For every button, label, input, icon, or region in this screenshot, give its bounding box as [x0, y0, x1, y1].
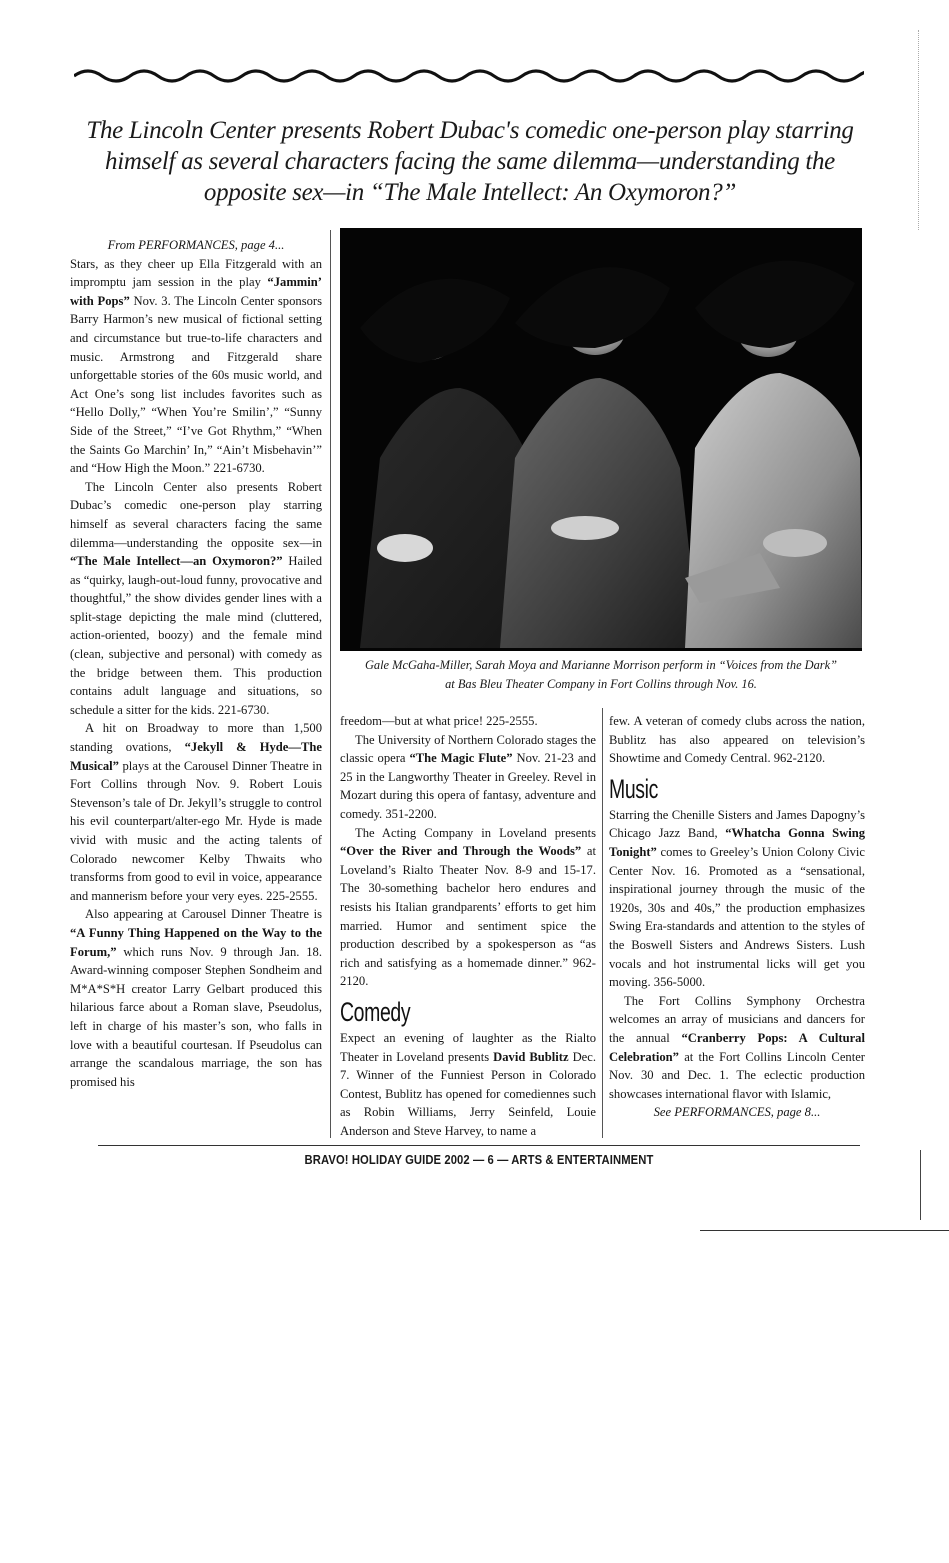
text-run: Nov. 21-23 and 25 in the Langworthy Theater in Greeley. Revel in Mozart during this opera of fantasy, adventure and comedy. 351-2200. — [340, 751, 596, 821]
article-column-2 — [340, 712, 596, 1140]
text-run: comes to Greeley’s Union Colony Civic Center Nov. 16. Promoted as a “sensational, inspirational journey through the music of the 1920s, 30s and 40s,” the production emphasizes Swing Era-standards and attention to the styles of the Boswell Sisters and Andrews Sisters. Lush vocals and hot instrumental licks will get you moving. 356-5000. — [609, 844, 865, 990]
scan-edge-mark — [920, 1150, 921, 1220]
paragraph — [340, 1029, 596, 1141]
performance-photo — [340, 228, 862, 651]
column-rule — [602, 708, 603, 1138]
page-footer: BRAVO! HOLIDAY GUIDE 2002 — 6 — ARTS & ENTERTAINMENT — [304, 1153, 654, 1167]
paragraph — [70, 478, 322, 720]
scan-edge-line — [700, 1230, 949, 1231]
paragraph — [609, 806, 865, 992]
paragraph — [340, 824, 596, 991]
show-title: “Jekyll & Hyde—The Musical” — [70, 740, 322, 773]
photo-caption — [340, 656, 862, 694]
article-column-1 — [70, 236, 322, 1091]
text-run: Dec. 7. Winner of the Funniest Person in Colorado Contest, Bublitz has opened for comediennes such as Robin Williams, Jerry Seinfeld, Louie Anderson and Steve Harvey, to name a — [340, 1049, 597, 1138]
text-run: Nov. 3. The Lincoln Center sponsors Barry Harmon’s new musical of fictional setting and circumstance but true-to-life characters and music. Armstrong and Fitzgerald share unforgettable stories of the 60s music world, and Act One’s song list includes favorites such as “Hello Dolly,” “When You’re Smilin’,” “Sunny Side of the Street,” “I’ve Got Rhythm,” “When the Saints Go Marchin’ In,” “Ain’t Misbehavin’” and “How High the Moon.” 221-6730. — [70, 293, 322, 476]
show-title: “Whatcha Gonna Swing Tonight” — [609, 826, 865, 859]
footer-rule — [98, 1145, 860, 1146]
text-run: Hailed as “quirky, laugh-out-loud funny, provocative and thoughtful,” the show divides gender lines with a split-stage depicting the male mind (cluttered, action-oriented, boozy) and the female mind (clean, subjective and personal) with comedy as the bridge between them. This production contains adult language and situations, so schedule a sitter for the kids. 221-6730. — [70, 554, 322, 717]
wavy-divider — [74, 64, 864, 88]
photo-illustration — [340, 228, 862, 651]
jump-from-line: From PERFORMANCES, page 4... — [107, 238, 285, 252]
jump-to-line: See PERFORMANCES, page 8... — [653, 1105, 821, 1120]
text-run: plays at the Carousel Dinner Theatre in Fort Collins through Nov. 9. Robert Louis Stevenson’s tale of Dr. Jekyll’s struggle to control his evil counterpart/alter-ego Mr. Hyde is made vivid with music and the acting talents of Colorado newcomer Kelby Thwaits who transforms from good to evil in voice, appearance and mannerism before your very eyes. 225-2555. — [70, 758, 322, 903]
text-run: Also appearing at Carousel Dinner Theatre is — [85, 907, 322, 922]
text-run: at the Fort Collins Lincoln Center Nov. 30 and Dec. 1. The eclectic production showcases international flavor with Islamic, — [609, 1049, 865, 1101]
paragraph — [70, 905, 322, 1091]
column-rule — [330, 230, 331, 1138]
text-run: The Lincoln Center also presents Robert Dubac’s comedic one-person play starring himself as several characters facing the same dilemma—understanding the opposite sex—in — [70, 479, 322, 550]
text-run: Stars, as they cheer up Ella Fitzgerald with an impromptu jam session in the play — [70, 256, 322, 290]
caption-line: Gale McGaha-Miller, Sarah Moya and Marianne Morrison perform in “Voices from the Dark” — [364, 658, 838, 672]
article-column-3 — [609, 712, 865, 1122]
show-title: “The Male Intellect—an Oxymoron?” — [70, 554, 283, 569]
show-title: “The Magic Flute” — [409, 751, 513, 766]
text-run: A hit on Broadway to more than 1,500 standing ovations, — [70, 721, 322, 755]
text-run: The Fort Collins Symphony Orchestra welcomes an array of musicians and dancers for the annual — [609, 993, 865, 1045]
paragraph — [609, 992, 865, 1104]
paragraph: few. A veteran of comedy clubs across the nation, Bublitz has also appeared on television’s Showtime and Comedy Central. 962-2120. — [609, 714, 865, 766]
paragraph: freedom—but at what price! 225-2555. — [340, 714, 538, 728]
text-run: which runs Nov. 9 through Jan. 18. Award-winning composer Stephen Sondheim and M*A*S*H creator Larry Gelbart produced this hilarious farce about a Roman slave, Pseudolus, left in charge of his master’s son, who falls in love with a beautiful courtesan. If Pseudolus can arrange the scandalous marriage, the son has promised his — [70, 944, 322, 1089]
show-title: “Jammin’ with Pops” — [70, 275, 322, 308]
caption-line: at Bas Bleu Theater Company in Fort Collins through Nov. 16. — [445, 677, 757, 691]
performer-name: David Bublitz — [493, 1049, 569, 1064]
show-title: “Over the River and Through the Woods” — [340, 844, 582, 859]
text-run: The Acting Company in Loveland presents — [355, 825, 596, 840]
paragraph — [70, 255, 322, 478]
text-run: The University of Northern Colorado stages the classic opera — [340, 732, 596, 766]
paragraph — [340, 731, 596, 824]
scan-edge-mark — [918, 30, 919, 230]
section-heading-comedy: Comedy — [340, 996, 411, 1027]
text-run: at Loveland’s Rialto Theater Nov. 8-9 and 15-17. The 30-something bachelor hero endures and resists his Italian grandparents’ efforts to get him married. Humor and sentiment spice the production described by a spokesperson as “as rich and satisfying as a homemade dinner.” 962-2120. — [340, 844, 596, 989]
paragraph — [70, 719, 322, 905]
deck-headline: The Lincoln Center presents Robert Dubac's comedic one-person play starring himself as several characters facing the same dilemma—understanding the opposite sex—in “The Male Intellect: An Oxymoron?” — [86, 117, 854, 206]
section-heading-music: Music — [609, 773, 658, 804]
show-title: “Cranberry Pops: A Cultural Celebration” — [609, 1030, 865, 1064]
text-run: Expect an evening of laughter as the Rialto Theater in Loveland presents — [340, 1030, 596, 1064]
text-run: Starring the Chenille Sisters and James Dapogny’s Chicago Jazz Band, — [609, 807, 865, 841]
show-title: “A Funny Thing Happened on the Way to the Forum,” — [70, 925, 322, 959]
